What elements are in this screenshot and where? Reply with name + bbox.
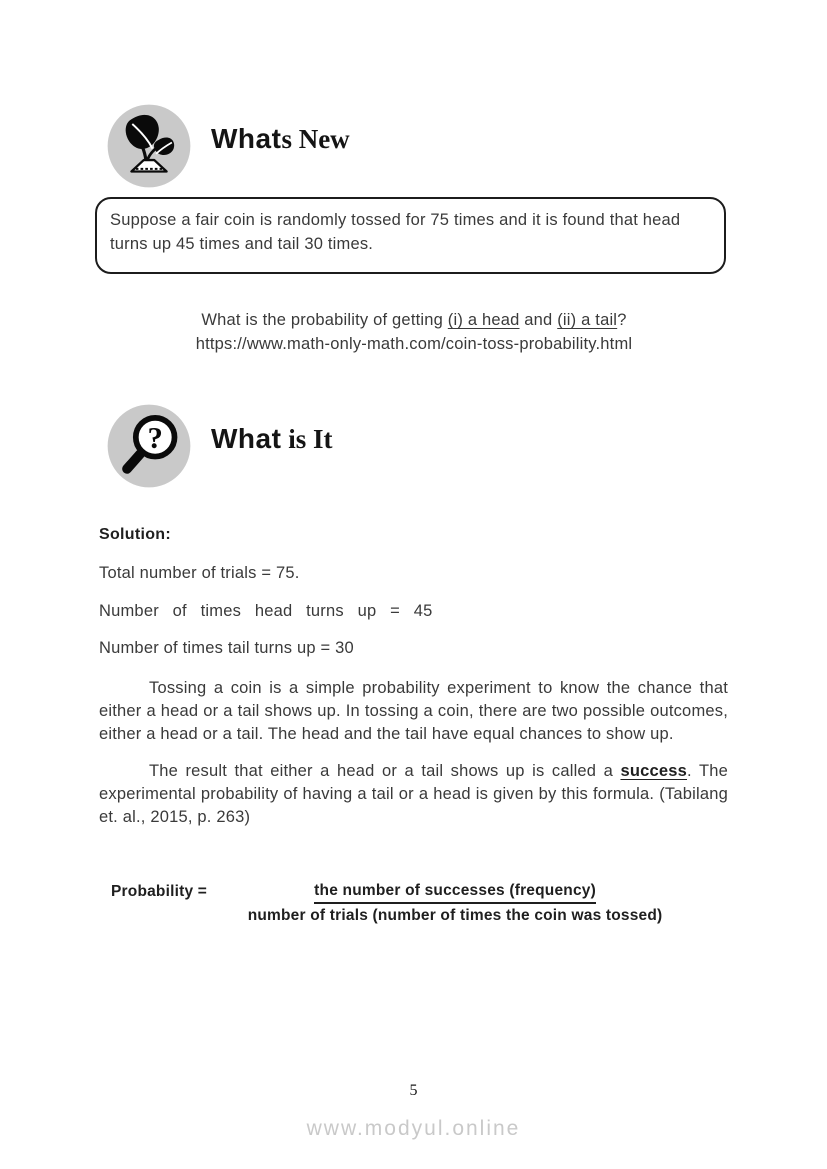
question-option-head: (i) a head [447, 311, 520, 329]
question-option-tail: (ii) a tail [557, 311, 618, 329]
question-line [99, 309, 729, 333]
page-number: 5 [409, 1082, 418, 1099]
section-title-whats-new [211, 123, 350, 155]
section-title-bold-part: What [211, 123, 282, 154]
formula-fraction [215, 882, 695, 925]
source-url: https://www.math-only-math.com/coin-toss-probability.html [195, 334, 633, 353]
section-title-what-is-it [211, 423, 332, 455]
magnifier-question-icon [105, 401, 193, 491]
watermark: www.modyul.online [306, 1117, 521, 1140]
explanation-paragraph-2 [99, 760, 728, 829]
section-title-serif-part: is It [281, 424, 333, 454]
fact-tail-count: Number of times tail turns up = 30 [99, 639, 354, 657]
formula-denominator: number of trials (number of times the coin was tossed) [247, 907, 663, 924]
section-header-whats-new [105, 101, 350, 191]
seedling-icon [105, 101, 193, 191]
question-suffix: ? [617, 311, 627, 329]
solution-label: Solution: [99, 526, 172, 543]
question-mark-glyph: ? [147, 420, 163, 455]
solution-section [99, 526, 728, 829]
problem-statement-text: Suppose a fair coin is randomly tossed for 75 times and it is found that head turns up 45 times and tail 30 times. [110, 211, 681, 253]
fact-total-trials: Total number of trials = 75. [99, 564, 300, 582]
question-prefix: What is the probability of getting [201, 311, 448, 329]
question-block [99, 309, 729, 356]
success-term: success [620, 761, 688, 780]
formula-label: Probability = [111, 883, 208, 900]
section-title-bold-part: What [211, 423, 282, 454]
probability-formula [99, 882, 728, 925]
formula-numerator: the number of successes (frequency) [314, 882, 596, 904]
section-header-what-is-it [105, 401, 332, 491]
question-middle: and [519, 311, 558, 329]
problem-statement-box [95, 197, 726, 274]
explanation-paragraph-1: Tossing a coin is a simple probability experiment to know the chance that either a head or a tail shows up. In tossing a coin, there are two possible outcomes, either a head or a tail. The head and the tail have equal chances to show up. [99, 678, 728, 743]
paragraph2-part1: The result that either a head or a tail shows up is called a [149, 761, 621, 780]
paragraph2-part2: . The experimental probability of having a tail or a head is given by this formula. (Tabilang et. al., 2015, p. 263) [99, 761, 728, 826]
section-title-serif-part: s New [281, 124, 350, 154]
fact-head-count: Number of times head turns up = 45 [99, 601, 433, 620]
